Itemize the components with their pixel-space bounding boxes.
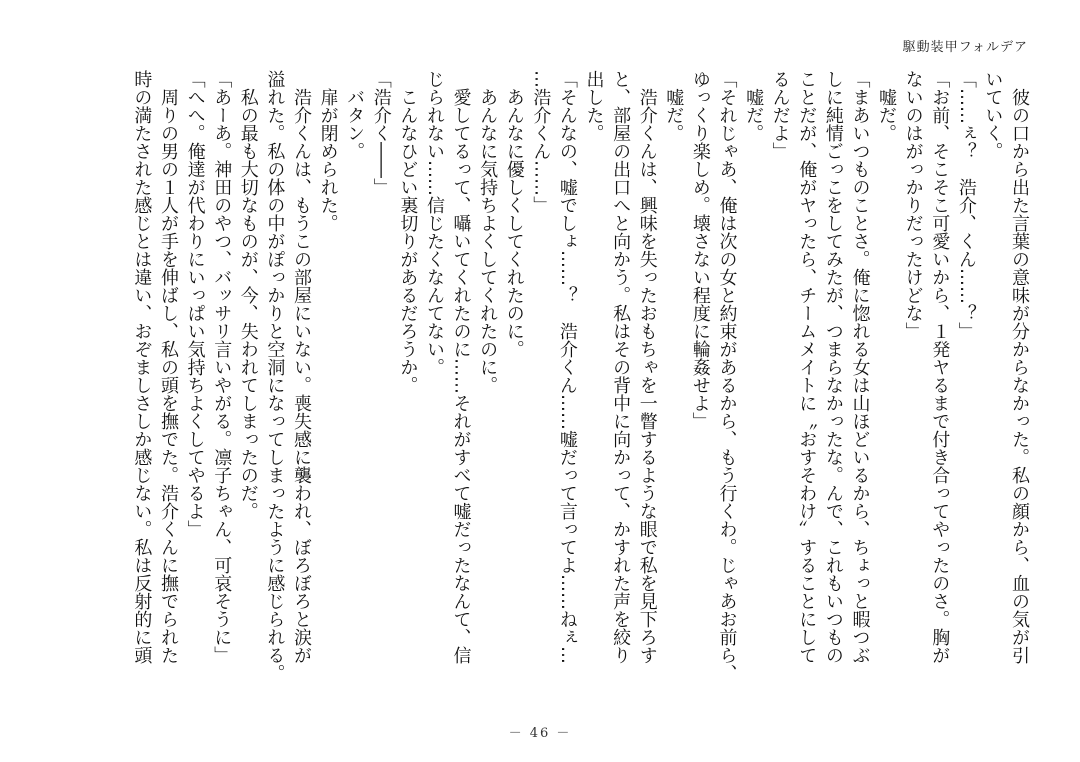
text-line: しに純情ごっこをしてみたが、つまらなかったな。んで、これもいつもの [822, 70, 844, 664]
text-line: 愛してるって、囁いてくれたのに……それがすべて嘘だったなんて、信 [450, 88, 472, 664]
text-line: ことだが、俺がヤったら、チームメイトに〝おすそわけ〟することにして [796, 70, 818, 664]
text-line: 彼の口から出た言葉の意味が分からなかった。私の顔から、血の気が引 [1009, 88, 1030, 664]
text-line: 「そんなの、嘘でしょ……？ 浩介くん……嘘だって言ってよ……ねぇ… [556, 70, 578, 664]
body-text [32, 70, 1032, 700]
text-line: 浩介くんは、もうこの部屋にいない。喪失感に襲われ、ぼろぼろと涙が [290, 88, 312, 664]
text-line: バタン。 [344, 88, 366, 160]
text-line: 嘘だ。 [876, 88, 898, 142]
text-line: …浩介くん……」 [530, 70, 552, 214]
text-line: 「あーあ。神田のやつ、バッサリ言いやがる。凛子ちゃん、可哀そうに」 [211, 70, 233, 664]
text-line: 「……ぇ？ 浩介、くん……？」 [955, 70, 977, 340]
text-line: 浩介くんは、興味を失ったおもちゃを一瞥するような眼で私を見下ろす [636, 88, 658, 664]
text-line: あんなに優しくしてくれたのに。 [503, 88, 525, 358]
text-line: るんだよ」 [769, 70, 791, 160]
text-line: 扉が閉められた。 [317, 88, 339, 232]
text-line: こんなひどい裏切りがあるだろうか。 [397, 88, 419, 394]
text-line: 周りの男の１人が手を伸ばし、私の頭を撫でた。浩介くんに撫でられた [158, 88, 179, 664]
text-line: あんなに気持ちよくしてくれたのに。 [477, 88, 499, 394]
text-line: ゆっくり楽しめ。壊さない程度に輪姦せよ」 [689, 70, 711, 430]
text-line: 私の最も大切なものが、今、失われてしまったのだ。 [237, 88, 259, 520]
text-line: ないのはがっかりだったけどな」 [902, 70, 924, 340]
page-number: － 46 － [508, 726, 572, 741]
text-line: 時の満たされた感じとは違い、おぞましさしか感じない。私は反射的に頭 [131, 70, 153, 664]
text-line: 溢れた。私の体の中がぽっかりと空洞になってしまったように感じられる。 [264, 70, 286, 682]
text-line: いていく。 [982, 70, 1004, 160]
text-line: 「まあいつものことさ。俺に惚れる女は山ほどいるから、ちょっと暇つぶ [849, 70, 871, 664]
text-line: と、部屋の出口へと向かう。私はその背中に向かって、かすれた声を絞り [610, 70, 632, 664]
text-line: 「お前、そこそこ可愛いから、１発ヤるまで付き合ってやったのさ。胸が [929, 70, 951, 664]
text-line: 嘘だ。 [663, 88, 685, 142]
text-line: 「それじゃあ、俺は次の女と約束があるから、もう行くわ。じゃあお前ら、 [716, 70, 738, 682]
running-header-title: 駆動装甲フォルデア [902, 40, 1028, 55]
text-line: 「へへ。俺達が代わりにいっぱい気持ちよくしてやるよ」 [184, 70, 206, 538]
text-line: 「浩介く――」 [370, 70, 392, 196]
text-line: 出した。 [583, 70, 605, 142]
text-line: じられない……信じたくなんてない。 [423, 70, 445, 376]
text-line: 嘘だ。 [743, 88, 765, 142]
